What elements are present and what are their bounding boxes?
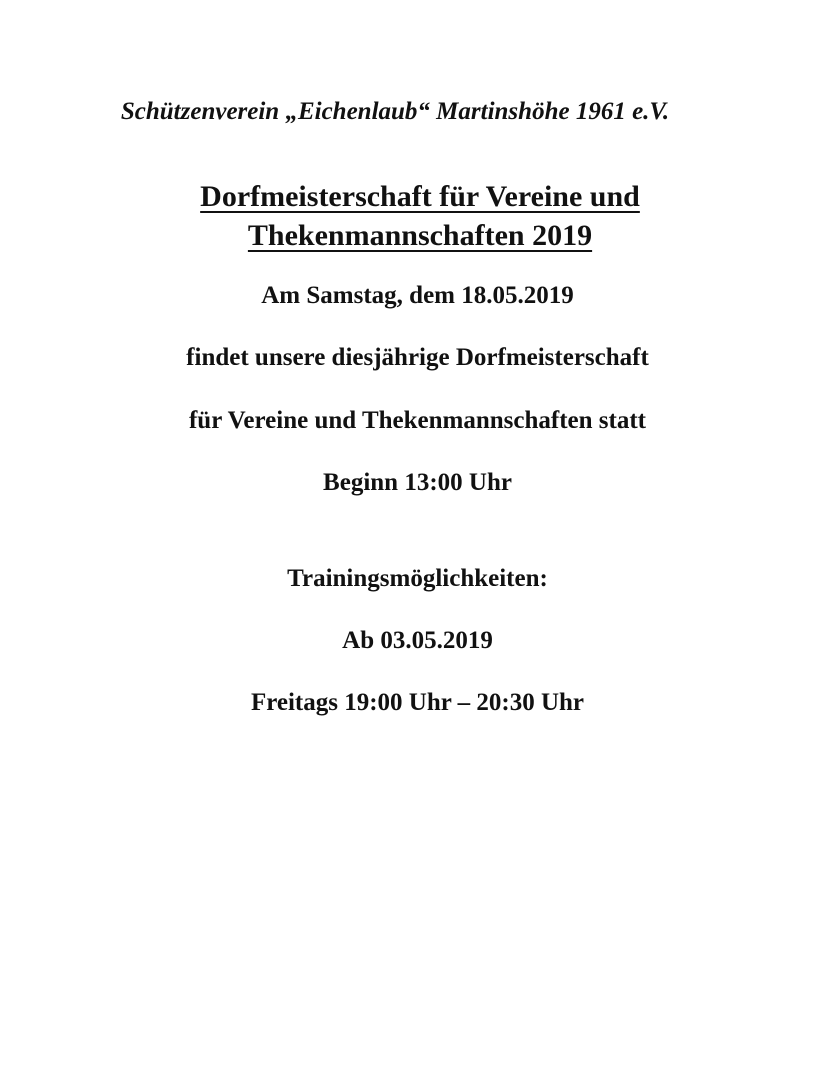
page-title-line-2-text: Thekenmannschaften 2019 [247, 219, 593, 252]
training-times: Freitags 19:00 Uhr – 20:30 Uhr [250, 689, 585, 716]
announcement-line: findet unsere diesjährige Dorfmeisterschaft [186, 344, 649, 371]
announcement-line: für Vereine und Thekenmannschaften statt [188, 407, 647, 434]
training-start-date: Ab 03.05.2019 [342, 627, 493, 654]
event-date: Am Samstag, dem 18.05.2019 [261, 282, 574, 309]
training-heading: Trainingsmöglichkeiten: [287, 565, 548, 592]
page-title-line-2 [0, 219, 835, 253]
page-title-line-1 [0, 180, 835, 214]
club-name: Schützenverein „Eichenlaub“ Martinshöhe 1961 e.V. [120, 98, 670, 125]
start-time: Beginn 13:00 Uhr [323, 469, 512, 496]
page-title-line-1-text: Dorfmeisterschaft für Vereine und [200, 180, 640, 213]
